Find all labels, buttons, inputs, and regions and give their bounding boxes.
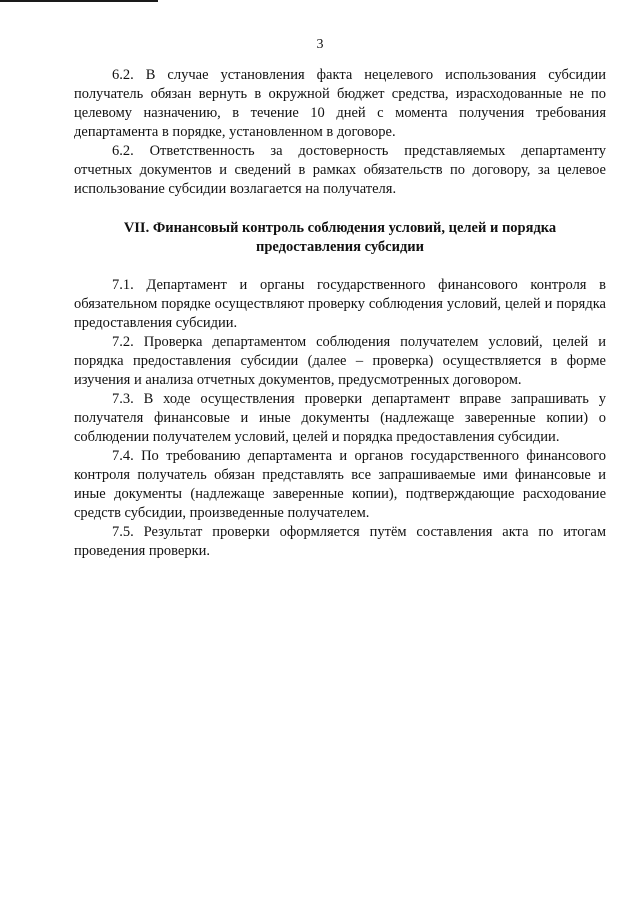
top-rule (0, 0, 158, 2)
paragraph-7-1: 7.1. Департамент и органы государственного финансового контроля в обязательном порядке осуществляют проверку соблюдения условий, целей и порядка предоставления субсидии. (74, 277, 606, 331)
paragraph-7-3: 7.3. В ходе осуществления проверки департамент вправе запрашивать у получателя финансовые и иные документы (надлежаще заверенные копии) о соблюдении получателем условий, целей и порядка предоставления субсидии. (74, 391, 606, 445)
paragraph-7-4: 7.4. По требованию департамента и органов государственного финансового контроля получатель обязан представлять все запрашиваемые ими финансовые и иные документы (надлежаще заверенные копии), подтверждающие расходование средств субсидии, произведенные получателем. (74, 448, 606, 521)
document-body (74, 66, 606, 561)
paragraph-7-5: 7.5. Результат проверки оформляется путём составления акта по итогам проведения проверки. (74, 524, 606, 559)
paragraph-6-2-refund: 6.2. В случае установления факта нецелевого использования субсидии получатель обязан вернуть в окружной бюджет средства, израсходованные не по целевому назначению, в течение 10 дней с момента получения требования департамента в порядке, установленном в договоре. (74, 67, 606, 140)
paragraph-7-2: 7.2. Проверка департаментом соблюдения получателем условий, целей и порядка предоставления субсидии (далее – проверка) осуществляется в форме изучения и анализа отчетных документов, предусмотренных договором. (74, 334, 606, 388)
page-number: 3 (316, 37, 324, 52)
section-heading: VII. Финансовый контроль соблюдения условий, целей и порядка предоставления субсидии (123, 220, 557, 255)
paragraph-6-2-responsibility: 6.2. Ответственность за достоверность представляемых департаменту отчетных документов и сведений в рамках обязательств по договору, за целевое использование субсидии возлагается на получателя. (74, 143, 606, 197)
